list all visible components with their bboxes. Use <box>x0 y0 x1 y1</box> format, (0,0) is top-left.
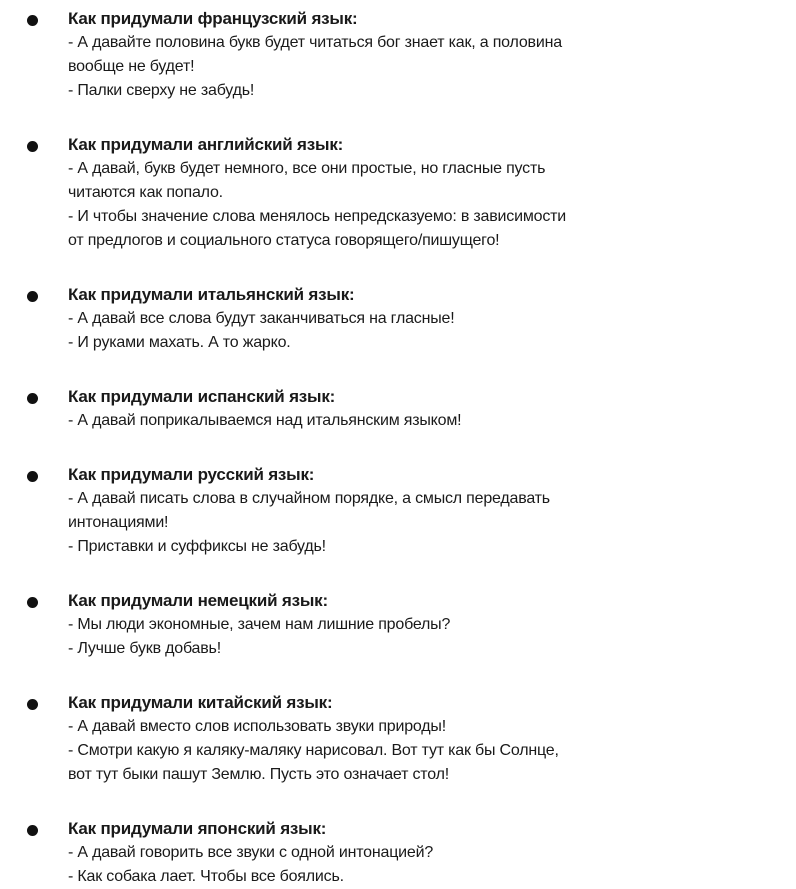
text-line: - А давай поприкалываемся над итальянским языком! <box>68 412 462 429</box>
text-line: - Приставки и суффиксы не забудь! <box>68 538 326 555</box>
text-line: - Лучше букв добавь! <box>68 640 221 657</box>
text-line: интонациями! <box>68 514 169 531</box>
bullet-icon <box>27 393 38 404</box>
bullet-icon <box>27 141 38 152</box>
section-spanish <box>0 384 796 433</box>
text-line: читаются как попало. <box>68 184 223 201</box>
section-german <box>0 588 796 661</box>
text-line: - А давайте половина букв будет читаться бог знает как, а половина <box>68 34 562 51</box>
text-line: - А давай писать слова в случайном порядке, а смысл передавать <box>68 490 550 507</box>
section-heading: Как придумали китайский язык: <box>68 693 333 712</box>
section-heading: Как придумали французский язык: <box>68 9 358 28</box>
section-english <box>0 132 796 253</box>
section-heading: Как придумали итальянский язык: <box>68 285 355 304</box>
section-heading: Как придумали английский язык: <box>68 135 344 154</box>
section-italian <box>0 282 796 355</box>
text-line: - Смотри какую я каляку-маляку нарисовал. Вот тут как бы Солнце, <box>68 742 559 759</box>
text-line: вообще не будет! <box>68 58 195 75</box>
text-line: - А давай, букв будет немного, все они простые, но гласные пусть <box>68 160 546 177</box>
section-heading: Как придумали немецкий язык: <box>68 591 328 610</box>
bullet-icon <box>27 291 38 302</box>
section-french <box>0 6 796 103</box>
section-russian <box>0 462 796 559</box>
text-line: - А давай говорить все звуки с одной интонацией? <box>68 844 434 861</box>
text-line: - А давай все слова будут заканчиваться на гласные! <box>68 310 455 327</box>
text-line: вот тут быки пашут Землю. Пусть это означает стол! <box>68 766 449 783</box>
section-heading: Как придумали японский язык: <box>68 819 327 838</box>
text-line: - А давай вместо слов использовать звуки природы! <box>68 718 446 735</box>
bullet-icon <box>27 699 38 710</box>
text-line: - И чтобы значение слова менялось непредсказуемо: в зависимости <box>68 208 566 225</box>
text-line: - Палки сверху не забудь! <box>68 82 255 99</box>
section-chinese <box>0 690 796 787</box>
section-japanese <box>0 816 796 889</box>
section-heading: Как придумали русский язык: <box>68 465 315 484</box>
bullet-icon <box>27 15 38 26</box>
text-line: - Мы люди экономные, зачем нам лишние пробелы? <box>68 616 451 633</box>
section-heading: Как придумали испанский язык: <box>68 387 336 406</box>
bullet-icon <box>27 471 38 482</box>
text-line: - И руками махать. А то жарко. <box>68 334 291 351</box>
bullet-icon <box>27 597 38 608</box>
text-line: от предлогов и социального статуса говорящего/пишущего! <box>68 232 500 249</box>
text-line: - Как собака лает. Чтобы все боялись. <box>68 868 344 885</box>
bullet-icon <box>27 825 38 836</box>
